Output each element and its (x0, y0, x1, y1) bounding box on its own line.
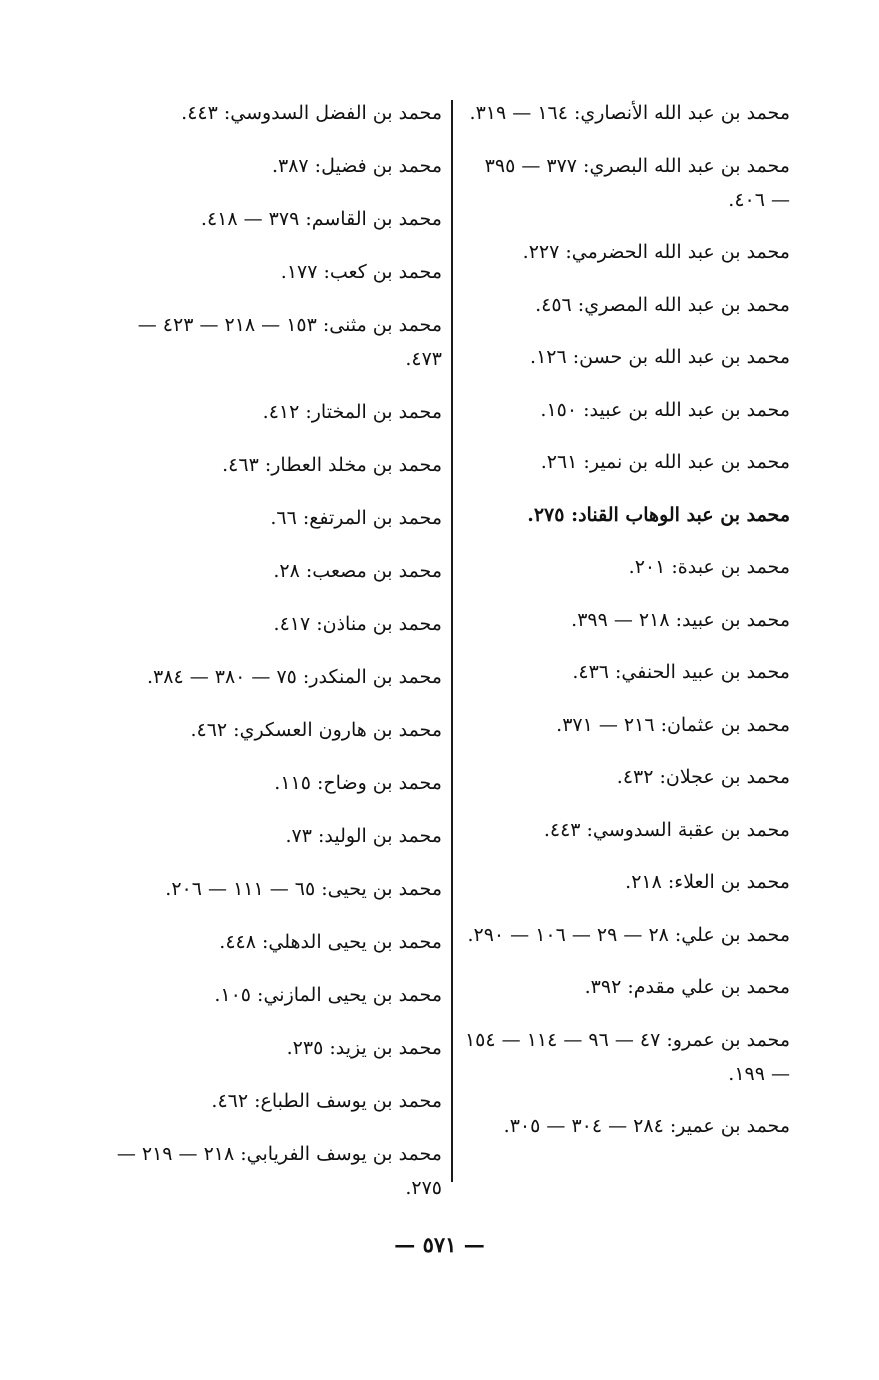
index-entry: محمد بن كعب: ١٧٧. (280, 261, 442, 283)
index-entry: محمد بن عبد الله بن حسن: ١٢٦. (530, 346, 790, 368)
index-entry: محمد بن مثنى: ١٥٣ — ٢١٨ — ٤٢٣ — ٤٧٣. (137, 314, 442, 370)
right-column (462, 96, 790, 1162)
index-entry: محمد بن علي: ٢٨ — ٢٩ — ١٠٦ — ٢٩٠. (467, 923, 790, 946)
index-entry: محمد بن عبد الله البصري: ٣٧٧ — ٣٩٥ — ٤٠٦. (484, 154, 790, 211)
index-entry: محمد بن يحيى المازني: ١٠٥. (214, 984, 442, 1006)
index-entry: محمد بن الفضل السدوسي: ٤٤٣. (181, 102, 442, 124)
page-number: — ٥٧١ — (394, 1232, 485, 1257)
index-entry: محمد بن يحيى: ٦٥ — ١١١ — ٢٠٦. (165, 878, 442, 900)
left-column (112, 96, 442, 1224)
index-entry: محمد بن عقبة السدوسي: ٤٤٣. (543, 818, 790, 841)
index-entry: محمد بن مخلد العطار: ٤٦٣. (222, 454, 442, 476)
index-entry: محمد بن عبيد الحنفي: ٤٣٦. (572, 661, 790, 683)
index-entry: محمد بن العلاء: ٢١٨. (625, 871, 790, 893)
index-entry: محمد بن يزيد: ٢٣٥. (286, 1037, 442, 1059)
index-entry: محمد بن عجلان: ٤٣٢. (616, 766, 790, 788)
index-entry: محمد بن عبد الله المصري: ٤٥٦. (535, 293, 790, 316)
index-entry: محمد بن المرتفع: ٦٦. (270, 507, 442, 529)
index-entry: محمد بن علي مقدم: ٣٩٢. (584, 976, 790, 998)
index-entry: محمد بن يوسف الفريابي: ٢١٨ — ٢١٩ — ٢٧٥. (116, 1143, 442, 1199)
index-entry: محمد بن عمير: ٢٨٤ — ٣٠٤ — ٣٠٥. (503, 1115, 790, 1137)
index-entry: محمد بن وضاح: ١١٥. (274, 772, 442, 794)
column-divider (451, 100, 453, 1182)
index-entry: محمد بن المنكدر: ٧٥ — ٣٨٠ — ٣٨٤. (146, 666, 442, 688)
index-entry: محمد بن هارون العسكري: ٤٦٢. (190, 719, 442, 741)
index-entry: محمد بن مصعب: ٢٨. (273, 560, 442, 582)
index-entry: محمد بن عبدة: ٢٠١. (628, 556, 790, 578)
index-entry: محمد بن يوسف الطباع: ٤٦٢. (211, 1090, 442, 1112)
index-entry: محمد بن عبيد: ٢١٨ — ٣٩٩. (571, 608, 790, 631)
index-entry: محمد بن مناذن: ٤١٧. (273, 613, 442, 635)
index-entry: محمد بن عثمان: ٢١٦ — ٣٧١. (556, 713, 790, 736)
index-entry: محمد بن عبد الله بن عبيد: ١٥٠. (540, 398, 790, 421)
index-entry: محمد بن القاسم: ٣٧٩ — ٤١٨. (200, 208, 442, 230)
index-entry: محمد بن فضيل: ٣٨٧. (271, 155, 442, 177)
index-entry-bold: محمد بن عبد الوهاب القناد: ٢٧٥. (527, 503, 790, 526)
index-entry: محمد بن عبد الله بن نمير: ٢٦١. (540, 451, 790, 473)
index-entry: محمد بن عبد الله الحضرمي: ٢٢٧. (522, 241, 790, 263)
index-entry: محمد بن عمرو: ٤٧ — ٩٦ — ١١٤ — ١٥٤ — ١٩٩. (464, 1028, 790, 1085)
index-entry: محمد بن يحيى الدهلي: ٤٤٨. (219, 931, 442, 953)
index-entry: محمد بن المختار: ٤١٢. (262, 401, 442, 423)
index-entry: محمد بن الوليد: ٧٣. (285, 825, 442, 847)
index-entry: محمد بن عبد الله الأنصاري: ١٦٤ — ٣١٩. (469, 102, 790, 124)
